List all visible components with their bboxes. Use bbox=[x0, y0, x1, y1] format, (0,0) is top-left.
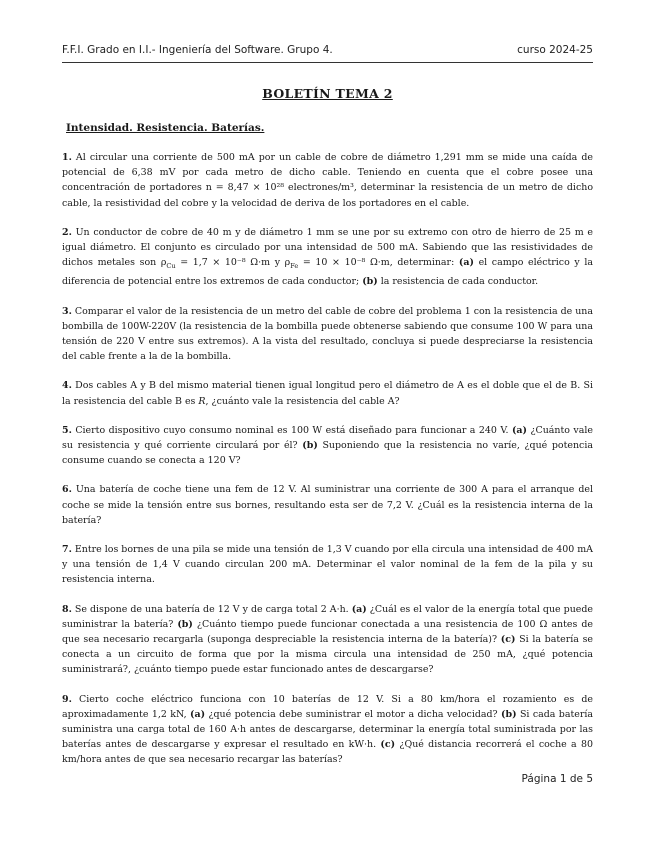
problem-text-segment: Fe bbox=[290, 262, 299, 271]
problem-text-segment: Un conductor de cobre de 40 m y de diámetro 1 mm se une por su extremo con otro de hierro de 25 m e igual diámetro. El conjunto es circulado por una intensidad de 500 mA. Sabiendo que las resistividades de dichos metales son ρ bbox=[62, 226, 594, 269]
problem-text-segment: Se dispone de una batería de 12 V y de carga total 2 A·h. bbox=[74, 603, 352, 615]
header-divider bbox=[62, 62, 593, 63]
problem-text-segment: (c) bbox=[380, 739, 396, 751]
problem-number: 5. bbox=[62, 424, 72, 436]
problem-text-segment: Dos cables A y B del mismo material tienen igual longitud pero el diámetro de A es el doble que el de B. Si la resistencia del cable B es bbox=[62, 380, 594, 407]
problem-text-segment: Cu bbox=[166, 262, 176, 271]
problem-3 bbox=[62, 304, 593, 365]
page-header bbox=[62, 44, 593, 56]
header-year-label: curso 2024-25 bbox=[517, 44, 593, 56]
problem-text-segment: = 10 × 10⁻⁸ Ω·m, determinar: bbox=[298, 257, 459, 269]
problem-1 bbox=[62, 150, 593, 211]
problem-9 bbox=[62, 692, 593, 768]
page-title: BOLETÍN TEMA 2 bbox=[262, 86, 393, 101]
page-number: Página 1 de 5 bbox=[521, 773, 593, 785]
problem-text-segment: la resistencia de cada conductor. bbox=[377, 276, 539, 288]
problem-2 bbox=[62, 225, 593, 290]
problem-number: 1. bbox=[62, 152, 72, 163]
problem-text-segment: Entre los bornes de una pila se mide una tensión de 1,3 V cuando por ella circula una intensidad de 400 mA y una tensión de 1,4 V cuando circulan 200 mA. Determinar el valor nominal de la fem de la pila y su resistencia interna. bbox=[62, 543, 594, 586]
problem-number: 4. bbox=[62, 380, 72, 392]
problem-number: 3. bbox=[62, 305, 72, 317]
problem-text-segment: Cierto dispositivo cuyo consumo nominal es 100 W está diseñado para funcionar a 240 V. bbox=[75, 424, 512, 436]
problem-text-segment: (b) bbox=[362, 276, 378, 288]
problem-7 bbox=[62, 542, 593, 588]
problem-text-segment: (a) bbox=[458, 257, 474, 269]
problem-text-segment: = 1,7 × 10⁻⁸ Ω·m y ρ bbox=[175, 257, 291, 269]
problem-text-segment: ¿Cuál es el valor de la energía total que puede suministrar la batería? bbox=[62, 603, 594, 630]
problem-number: 8. bbox=[62, 603, 72, 615]
problem-text-segment: Si la batería se conecta a un circuito de forma que por la misma circula una intensidad de 250 mA, ¿qué potencia suministrará?, ¿cuánto tiempo puede estar funcionado antes de descargarse? bbox=[62, 633, 594, 676]
problem-text-segment: , ¿cuánto vale la resistencia del cable A? bbox=[205, 395, 400, 407]
problem-6 bbox=[62, 482, 593, 528]
problem-text-segment: ¿Cuánto tiempo puede funcionar conectada a una resistencia de 100 Ω antes de que sea necesario recargarla (suponga despreciable la resistencia interna de la batería)? bbox=[62, 618, 593, 645]
problem-text-segment: ¿Qué distancia recorrerá el coche a 80 km/hora antes de que sea necesario recargar las baterías? bbox=[62, 739, 593, 766]
problem-text-segment: el campo eléctrico y la diferencia de potencial entre los extremos de cada conductor; bbox=[62, 257, 594, 288]
problem-text-segment: ¿Cuánto vale su resistencia y qué corriente circulará por él? bbox=[62, 424, 593, 451]
problem-text-segment: R bbox=[198, 395, 206, 407]
problem-number: 2. bbox=[62, 226, 72, 238]
header-course-label: F.F.I. Grado en I.I.- Ingeniería del Software. Grupo 4. bbox=[62, 44, 333, 56]
problem-text-segment: Una batería de coche tiene una fem de 12 V. Al suministrar una corriente de 300 A para el arranque del coche se mide la tensión entre sus bornes, resultando esta ser de 7,2 V. ¿Cuál es la resistencia interna de la batería? bbox=[62, 484, 593, 526]
problem-text-segment: (a) bbox=[511, 424, 527, 436]
problem-text-segment: Cierto coche eléctrico funciona con 10 baterías de 12 V. Si a 80 km/hora el rozamiento es de aproximadamente 1,2 kN, bbox=[62, 693, 593, 720]
problem-text-segment: ¿qué potencia debe suministrar el motor a dicha velocidad? bbox=[205, 708, 502, 720]
problem-text-segment: (b) bbox=[501, 708, 517, 720]
problem-text-segment: (a) bbox=[351, 603, 367, 615]
problem-list bbox=[62, 150, 593, 782]
problem-text-segment: Al circular una corriente de 500 mA por un cable de cobre de diámetro 1,291 mm se mide una caída de potencial de 6,38 mV por cada metro de dicho cable. Teniendo en cuenta que el cobre posee una concentración de portadores n = 8,47 × 10²⁸ electrones/m³, determinar la resistencia de un metro de dicho cable, la resistividad del cobre y la velocidad de deriva de los portadores en el cable. bbox=[62, 152, 593, 209]
problem-number: 7. bbox=[62, 543, 72, 555]
problem-number: 6. bbox=[62, 484, 72, 496]
problem-text-segment: (b) bbox=[177, 618, 193, 630]
problem-number: 9. bbox=[62, 693, 72, 705]
problem-text-segment: Comparar el valor de la resistencia de un metro del cable de cobre del problema 1 con la resistencia de una bombilla de 100W-220V (la resistencia de la bombilla puede obtenerse sabiendo que consume 100 W para una tensión de 220 V entre sus extremos). A la vista del resultado, concluya si puede despreciarse la resistencia del cable frente a la de la bombilla. bbox=[62, 305, 594, 363]
section-subtitle: Intensidad. Resistencia. Baterías. bbox=[66, 122, 265, 134]
problem-text-segment: (a) bbox=[190, 708, 206, 720]
problem-5 bbox=[62, 423, 593, 469]
problem-8 bbox=[62, 602, 593, 678]
problem-text-segment: (b) bbox=[302, 439, 318, 451]
problem-4 bbox=[62, 378, 593, 408]
problem-text-segment: Suponiendo que la resistencia no varíe, ¿qué potencia consume cuando se conecta a 120 V? bbox=[62, 439, 593, 467]
problem-text-segment: (c) bbox=[500, 633, 516, 645]
problem-text-segment: Si cada batería suministra una carga total de 160 A·h antes de descargarse, determinar la energía total suministrada por las baterías antes de descargarse y expresar el resultado en kW·h. bbox=[62, 708, 594, 751]
